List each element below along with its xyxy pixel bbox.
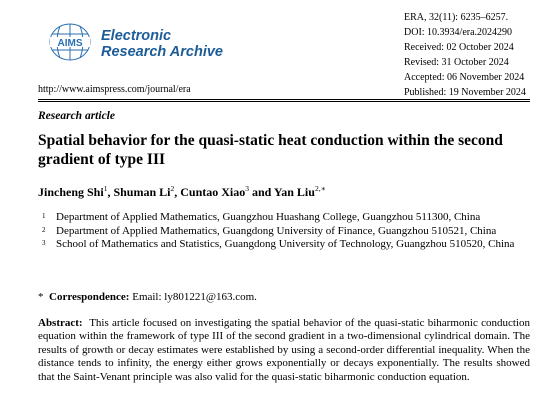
abstract-text: This article focused on investigating the spatial behavior of the quasi-static biharmonic conduction equation within the framework of type III of the second gradient in a two-dimensional cylindrical domain. The results of growth or decay estimates were established by using a second-order differential inequality. When the distance tends to infinity, the energy either grows exponentially or decays exponentially. The results showed that the Saint-Venant principle was also valid for the quasi-static biharmonic conduction equation. [38, 317, 530, 383]
meta-citation: ERA, 32(11): 6235–6257. [404, 12, 509, 23]
affiliation-list [38, 211, 538, 252]
article-type: Research article [38, 110, 115, 122]
abstract [38, 317, 530, 384]
meta-revised: Revised: 31 October 2024 [404, 57, 509, 68]
affiliation-number: 3 [42, 239, 46, 247]
meta-received: Received: 02 October 2024 [404, 42, 514, 53]
author-name: Cuntao Xiao [180, 185, 246, 199]
author-separator: , [174, 185, 181, 199]
header-rule-2 [38, 101, 530, 102]
header-rule [38, 99, 530, 100]
affiliation-number: 1 [42, 212, 46, 220]
author-separator: , [107, 185, 114, 199]
journal-logo [44, 22, 96, 62]
correspondence-label: Correspondence: [49, 291, 130, 303]
correspondence-email[interactable]: Email: ly801221@163.com. [129, 291, 257, 303]
author-affil-mark: 1 [103, 184, 108, 193]
article-metadata [404, 10, 526, 100]
affiliation-text: Department of Applied Mathematics, Guangdong University of Finance, Guangzhou 510521, China [56, 224, 497, 237]
author-name: Yan Liu [273, 185, 315, 199]
affiliation [38, 238, 538, 252]
affiliation [38, 211, 538, 225]
journal-url[interactable]: http://www.aimspress.com/journal/era [38, 84, 191, 95]
logo-text: AIMS [57, 38, 83, 49]
author-name: Shuman Li [113, 185, 171, 199]
meta-published: Published: 19 November 2024 [404, 87, 526, 98]
affiliation-text: School of Mathematics and Statistics, Guangdong University of Technology, Guangzhou 510520, China [56, 238, 515, 250]
article-title: Spatial behavior for the quasi-static heat conduction within the second gradient of type III [38, 132, 503, 168]
journal-name-line2: Research Archive [101, 44, 223, 60]
correspondence-marker: * [38, 291, 44, 303]
abstract-label: Abstract: [38, 317, 83, 329]
correspondence [38, 291, 257, 303]
author-affil-mark: 2,∗ [314, 184, 326, 193]
affiliation-text: Department of Applied Mathematics, Guangzhou Huashang College, Guangzhou 511300, China [56, 211, 481, 223]
journal-name [101, 28, 223, 60]
author-list [38, 184, 326, 200]
affiliation [38, 225, 538, 239]
meta-doi: DOI: 10.3934/era.2024290 [404, 27, 513, 38]
author-affil-mark: 2 [170, 184, 175, 193]
meta-accepted: Accepted: 06 November 2024 [404, 72, 525, 83]
author-separator: and [249, 185, 274, 199]
author-affil-mark: 3 [245, 184, 249, 193]
affiliation-number: 2 [42, 225, 46, 234]
author-name: Jincheng Shi [38, 185, 104, 199]
journal-name-line1: Electronic [101, 28, 172, 44]
